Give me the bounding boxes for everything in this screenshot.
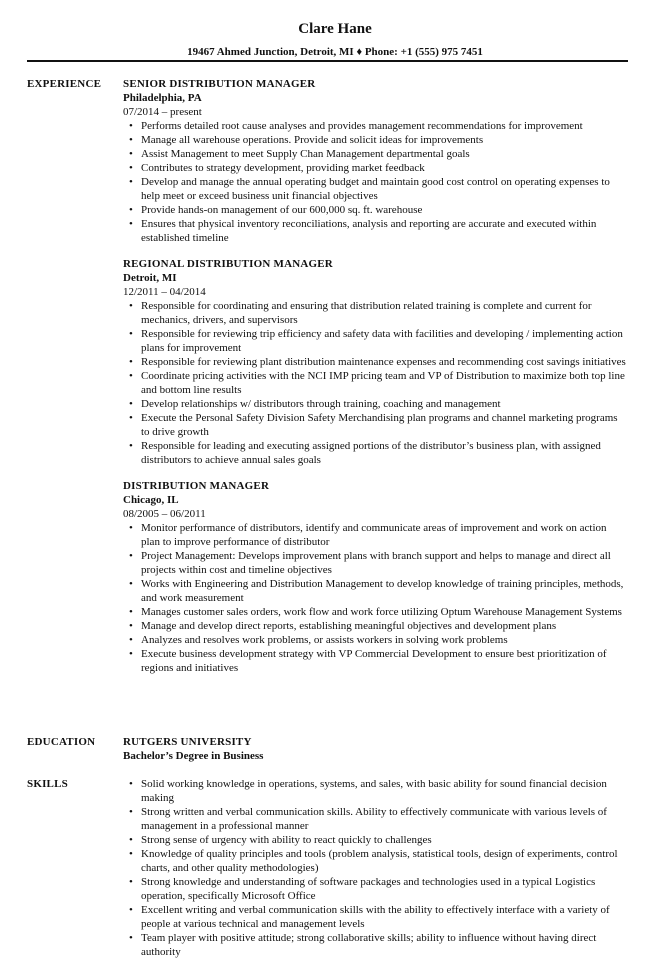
job-bullet: • Develop and manage the annual operating budget and maintain good cost control on operating expenses to help meet or exceed business unit financial objectives xyxy=(123,175,627,203)
job-dates: 12/2011 – 04/2014 xyxy=(123,286,206,298)
skill-item: • Knowledge of quality principles and tools (problem analysis, statistical tools, design of experiments, control charts, and other quality methodologies) xyxy=(123,847,627,875)
job-bullet: • Assist Management to meet Supply Chan Management departmental goals xyxy=(123,147,627,161)
job-bullet: • Manage all warehouse operations. Provide and solicit ideas for improvements xyxy=(123,133,627,147)
job-bullet: • Provide hands-on management of our 600,000 sq. ft. warehouse xyxy=(123,203,627,217)
education-heading: EDUCATION xyxy=(27,736,96,748)
job-location: Chicago, IL xyxy=(123,494,179,506)
job-bullets xyxy=(123,521,627,675)
job-bullet: • Monitor performance of distributors, identify and communicate areas of improvement and work on action plan to improve performance of distributor xyxy=(123,521,627,549)
job-bullet: • Responsible for coordinating and ensuring that distribution related training is complete and current for mechanics, drivers, and supervisors xyxy=(123,299,627,327)
job-bullet: • Responsible for leading and executing assigned portions of the distributor’s business plan, with assigned distributors to achieve annual sales goals xyxy=(123,439,627,467)
job-entry xyxy=(123,257,627,467)
job-bullet: • Execute business development strategy with VP Commercial Development to ensure best prioritization of regions and initiatives xyxy=(123,647,627,675)
job-bullet: • Coordinate pricing activities with the NCI IMP pricing team and VP of Distribution to maximize both top line and bottom line results xyxy=(123,369,627,397)
skill-item: • Strong sense of urgency with ability to react quickly to challenges xyxy=(123,833,627,847)
job-bullet: • Responsible for reviewing plant distribution maintenance expenses and recommending cost savings initiatives xyxy=(123,355,627,369)
job-bullet: • Contributes to strategy development, providing market feedback xyxy=(123,161,627,175)
job-bullet: • Ensures that physical inventory reconciliations, analysis and reporting are accurate and executed within established timeline xyxy=(123,217,627,245)
job-bullet: • Performs detailed root cause analyses and provides management recommendations for improvement xyxy=(123,119,627,133)
job-bullet: • Project Management: Develops improvement plans with branch support and helps to manage and direct all projects within cost and timeline objectives xyxy=(123,549,627,577)
job-bullet: • Analyzes and resolves work problems, or assists workers in solving work problems xyxy=(123,633,627,647)
job-bullet: • Manages customer sales orders, work flow and work force utilizing Optum Warehouse Management Systems xyxy=(123,605,627,619)
job-bullet: • Execute the Personal Safety Division Safety Merchandising plan programs and channel marketing programs to drive growth xyxy=(123,411,627,439)
job-location: Detroit, MI xyxy=(123,272,177,284)
skill-item: • Strong knowledge and understanding of software packages and technologies used in a typical Logistics operation, specifically Microsoft Office xyxy=(123,875,627,903)
job-title: DISTRIBUTION MANAGER xyxy=(123,480,270,492)
skill-item: • Strong written and verbal communication skills. Ability to effectively communicate with various levels of management in a professional manner xyxy=(123,805,627,833)
school-name: RUTGERS UNIVERSITY xyxy=(123,736,252,748)
job-location: Philadelphia, PA xyxy=(123,92,202,104)
contact-line: 19467 Ahmed Junction, Detroit, MI ♦ Phone: +1 (555) 975 7451 xyxy=(187,46,483,58)
skill-item: • Solid working knowledge in operations, systems, and sales, with basic ability for sound financial decision making xyxy=(123,777,627,805)
job-bullet: • Manage and develop direct reports, establishing meaningful objectives and development plans xyxy=(123,619,627,633)
job-entry xyxy=(123,77,627,245)
job-title: SENIOR DISTRIBUTION MANAGER xyxy=(123,78,316,90)
job-bullet: • Responsible for reviewing trip efficiency and safety data with facilities and developing / implementing action plans for improvement xyxy=(123,327,627,355)
job-bullets xyxy=(123,119,627,245)
degree: Bachelor’s Degree in Business xyxy=(123,750,264,762)
header-divider xyxy=(27,60,628,62)
education-section xyxy=(27,735,627,763)
skill-item: • Team player with positive attitude; strong collaborative skills; ability to influence without having direct authority xyxy=(123,931,627,959)
job-title: REGIONAL DISTRIBUTION MANAGER xyxy=(123,258,333,270)
experience-list xyxy=(123,77,627,675)
skills-list xyxy=(123,777,627,959)
resume-name: Clare Hane xyxy=(298,21,372,37)
experience-section xyxy=(27,77,627,687)
job-bullet: • Works with Engineering and Distribution Management to develop knowledge of training principles, methods, and work measurement xyxy=(123,577,627,605)
job-entry xyxy=(123,479,627,675)
experience-heading: EXPERIENCE xyxy=(27,78,102,90)
job-dates: 08/2005 – 06/2011 xyxy=(123,508,206,520)
skills-section xyxy=(27,777,627,959)
job-dates: 07/2014 – present xyxy=(123,106,202,118)
job-bullets xyxy=(123,299,627,467)
skills-heading: SKILLS xyxy=(27,778,68,790)
job-bullet: • Develop relationships w/ distributors through training, coaching and management xyxy=(123,397,627,411)
skill-item: • Excellent writing and verbal communication skills with the ability to effectively interface with a variety of people at various technical and management levels xyxy=(123,903,627,931)
